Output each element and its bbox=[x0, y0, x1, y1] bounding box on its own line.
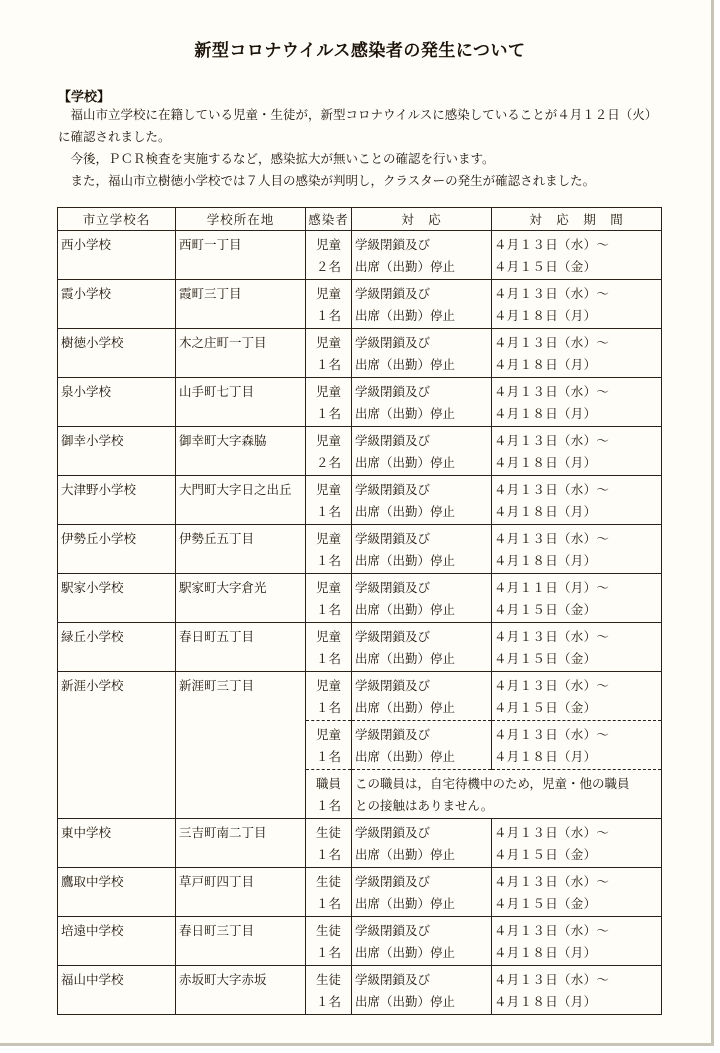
infected-type: 生徒 bbox=[315, 874, 341, 889]
action-line2: 出席（出勤）停止 bbox=[355, 602, 456, 617]
period-from: ４月１３日（水）～ bbox=[494, 384, 610, 399]
school-name: 御幸小学校 bbox=[61, 433, 124, 448]
period-to: ４月１８日（月） bbox=[494, 553, 597, 568]
infected-count: １名 bbox=[315, 308, 341, 323]
action-line1: 学級閉鎖及び bbox=[355, 237, 431, 252]
period-from: ４月１３日（水）～ bbox=[494, 335, 610, 350]
table-row bbox=[58, 917, 662, 966]
school-location: 大門町大字日之出丘 bbox=[179, 482, 292, 497]
period-from: ４月１３日（水）～ bbox=[494, 825, 610, 840]
action-line1: 学級閉鎖及び bbox=[355, 286, 431, 301]
action-line1: 学級閉鎖及び bbox=[355, 825, 431, 840]
period-to: ４月１８日（月） bbox=[494, 945, 597, 960]
infected-type: 生徒 bbox=[315, 923, 341, 938]
action-line1: 学級閉鎖及び bbox=[355, 433, 431, 448]
action-line2: 出席（出勤）停止 bbox=[355, 553, 456, 568]
school-location: 新涯町三丁目 bbox=[179, 678, 255, 693]
action-line2: 出席（出勤）停止 bbox=[355, 504, 456, 519]
action-line2: 出席（出勤）停止 bbox=[355, 847, 456, 862]
school-name: 培遠中学校 bbox=[61, 923, 124, 938]
school-name: 霞小学校 bbox=[61, 286, 112, 301]
action-line2: 出席（出勤）停止 bbox=[355, 455, 456, 470]
school-name: 大津野小学校 bbox=[61, 482, 137, 497]
header-infected: 感染者 bbox=[306, 208, 352, 231]
table-row bbox=[58, 672, 662, 721]
period-to: ４月１８日（月） bbox=[494, 994, 597, 1009]
table-row bbox=[58, 623, 662, 672]
school-name: 伊勢丘小学校 bbox=[61, 531, 137, 546]
school-name: 西小学校 bbox=[61, 237, 112, 252]
period-to: ４月１５日（金） bbox=[494, 259, 597, 274]
school-name: 福山中学校 bbox=[61, 972, 124, 987]
action-line2: 出席（出勤）停止 bbox=[355, 406, 456, 421]
period-from: ４月１３日（水）～ bbox=[494, 482, 610, 497]
infected-type: 生徒 bbox=[315, 825, 341, 840]
infected-type: 児童 bbox=[315, 237, 341, 252]
period-from: ４月１３日（水）～ bbox=[494, 286, 610, 301]
period-to: ４月１５日（金） bbox=[494, 700, 597, 715]
school-location: 木之庄町一丁目 bbox=[179, 335, 267, 350]
action-line1: 学級閉鎖及び bbox=[355, 874, 431, 889]
school-location: 春日町五丁目 bbox=[179, 629, 255, 644]
period-to: ４月１８日（月） bbox=[494, 504, 597, 519]
school-location: 赤坂町大字赤坂 bbox=[179, 972, 267, 987]
period-to: ４月１５日（金） bbox=[494, 896, 597, 911]
infected-count: １名 bbox=[315, 504, 341, 519]
paragraph: 今後，ＰＣＲ検査を実施するなど，感染拡大が無いことの確認を行います。 bbox=[70, 151, 495, 166]
action-line1: 学級閉鎖及び bbox=[355, 972, 431, 987]
infected-count: １名 bbox=[315, 553, 341, 568]
school-location: 伊勢丘五丁目 bbox=[179, 531, 255, 546]
infected-count: １名 bbox=[315, 406, 341, 421]
period-from: ４月１３日（水）～ bbox=[494, 972, 610, 987]
period-from: ４月１３日（水）～ bbox=[494, 923, 610, 938]
action-line2: 出席（出勤）停止 bbox=[355, 259, 456, 274]
infected-type: 児童 bbox=[315, 335, 341, 350]
action-line1: 学級閉鎖及び bbox=[355, 482, 431, 497]
infected-count: １名 bbox=[315, 847, 341, 862]
infected-count: ２名 bbox=[315, 455, 341, 470]
table-row bbox=[58, 427, 662, 476]
action-line1: 学級閉鎖及び bbox=[355, 384, 431, 399]
action-line1: 学級閉鎖及び bbox=[355, 923, 431, 938]
action-line2: 出席（出勤）停止 bbox=[355, 749, 456, 764]
infected-count: １名 bbox=[315, 357, 341, 372]
table-row bbox=[58, 231, 662, 280]
school-location: 草戸町四丁目 bbox=[179, 874, 255, 889]
period-to: ４月１８日（月） bbox=[494, 357, 597, 372]
table-row bbox=[58, 868, 662, 917]
school-location: 御幸町大字森脇 bbox=[179, 433, 267, 448]
school-location: 霞町三丁目 bbox=[179, 286, 242, 301]
period-from: ４月１３日（水）～ bbox=[494, 237, 610, 252]
infected-type: 生徒 bbox=[315, 972, 341, 987]
infected-type: 児童 bbox=[315, 678, 341, 693]
infected-count: １名 bbox=[315, 602, 341, 617]
school-name: 駅家小学校 bbox=[61, 580, 124, 595]
infected-type: 児童 bbox=[315, 286, 341, 301]
school-location: 西町一丁目 bbox=[179, 237, 242, 252]
table-row bbox=[58, 378, 662, 427]
action-line2: 出席（出勤）停止 bbox=[355, 651, 456, 666]
action-line1: 学級閉鎖及び bbox=[355, 580, 431, 595]
period-to: ４月１５日（金） bbox=[494, 651, 597, 666]
school-table bbox=[57, 207, 662, 1015]
infected-type: 児童 bbox=[315, 727, 341, 742]
period-to: ４月１８日（月） bbox=[494, 455, 597, 470]
table-row bbox=[58, 476, 662, 525]
table-header bbox=[58, 208, 662, 231]
table-row bbox=[58, 819, 662, 868]
infected-count: １名 bbox=[315, 651, 341, 666]
header-school: 市立学校名 bbox=[58, 208, 176, 231]
action-line1: 学級閉鎖及び bbox=[355, 335, 431, 350]
header-action: 対 応 bbox=[352, 208, 492, 231]
action-line2: 出席（出勤）停止 bbox=[355, 308, 456, 323]
table-row bbox=[58, 280, 662, 329]
period-to: ４月１５日（金） bbox=[494, 847, 597, 862]
period-from: ４月１１日（月）～ bbox=[494, 580, 610, 595]
infected-type: 児童 bbox=[315, 580, 341, 595]
table-row bbox=[58, 525, 662, 574]
infected-count: １名 bbox=[315, 749, 341, 764]
table-row bbox=[58, 329, 662, 378]
period-from: ４月１３日（水）～ bbox=[494, 874, 610, 889]
action-line2: 出席（出勤）停止 bbox=[355, 896, 456, 911]
table-row bbox=[58, 966, 662, 1015]
paragraph: また，福山市立樹徳小学校では７人目の感染が判明し，クラスターの発生が確認されました。 bbox=[70, 173, 596, 188]
action-line2: 出席（出勤）停止 bbox=[355, 700, 456, 715]
infected-count: １名 bbox=[315, 945, 341, 960]
page-title: 新型コロナウイルス感染者の発生について bbox=[194, 41, 526, 61]
action-line2: 出席（出勤）停止 bbox=[355, 994, 456, 1009]
action-line2: 出席（出勤）停止 bbox=[355, 357, 456, 372]
period-from: ４月１３日（水）～ bbox=[494, 433, 610, 448]
school-name: 緑丘小学校 bbox=[61, 629, 124, 644]
infected-count: １名 bbox=[315, 994, 341, 1009]
school-name: 樹徳小学校 bbox=[61, 335, 124, 350]
action-line1: 学級閉鎖及び bbox=[355, 727, 431, 742]
school-name: 東中学校 bbox=[61, 825, 112, 840]
school-name: 新涯小学校 bbox=[61, 678, 124, 693]
period-from: ４月１３日（水）～ bbox=[494, 531, 610, 546]
period-to: ４月１５日（金） bbox=[494, 602, 597, 617]
infected-type: 児童 bbox=[315, 629, 341, 644]
school-name: 鷹取中学校 bbox=[61, 874, 124, 889]
section-label: 【学校】 bbox=[58, 90, 111, 105]
infected-type: 児童 bbox=[315, 482, 341, 497]
action-line1: 学級閉鎖及び bbox=[355, 678, 431, 693]
school-name: 泉小学校 bbox=[61, 384, 112, 399]
school-location: 三吉町南二丁目 bbox=[179, 825, 267, 840]
infected-count: １名 bbox=[315, 700, 341, 715]
infected-count: ２名 bbox=[315, 259, 341, 274]
staff-note-line2: との接触はありません。 bbox=[355, 798, 494, 813]
period-from: ４月１３日（水）～ bbox=[494, 629, 610, 644]
infected-type: 児童 bbox=[315, 384, 341, 399]
infected-count: １名 bbox=[315, 896, 341, 911]
action-line1: 学級閉鎖及び bbox=[355, 531, 431, 546]
period-to: ４月１８日（月） bbox=[494, 308, 597, 323]
header-location: 学校所在地 bbox=[176, 208, 306, 231]
infected-type: 職員 bbox=[315, 776, 341, 791]
school-location: 山手町七丁目 bbox=[179, 384, 255, 399]
period-to: ４月１８日（月） bbox=[494, 749, 597, 764]
infected-type: 児童 bbox=[315, 433, 341, 448]
infected-type: 児童 bbox=[315, 531, 341, 546]
school-location: 駅家町大字倉光 bbox=[179, 580, 267, 595]
action-line2: 出席（出勤）停止 bbox=[355, 945, 456, 960]
paragraph: 福山市立学校に在籍している児童・生徒が，新型コロナウイルスに感染していることが４月１２日（火）に確認されました。 bbox=[58, 107, 658, 144]
action-line1: 学級閉鎖及び bbox=[355, 629, 431, 644]
infected-count: １名 bbox=[315, 798, 341, 813]
school-location: 春日町三丁目 bbox=[179, 923, 255, 938]
staff-note-line1: この職員は，自宅待機中のため，児童・他の職員 bbox=[355, 776, 630, 791]
period-from: ４月１３日（水）～ bbox=[494, 678, 610, 693]
header-period: 対 応 期 間 bbox=[492, 208, 662, 231]
period-to: ４月１８日（月） bbox=[494, 406, 597, 421]
table-row bbox=[58, 574, 662, 623]
period-from: ４月１３日（水）～ bbox=[494, 727, 610, 742]
